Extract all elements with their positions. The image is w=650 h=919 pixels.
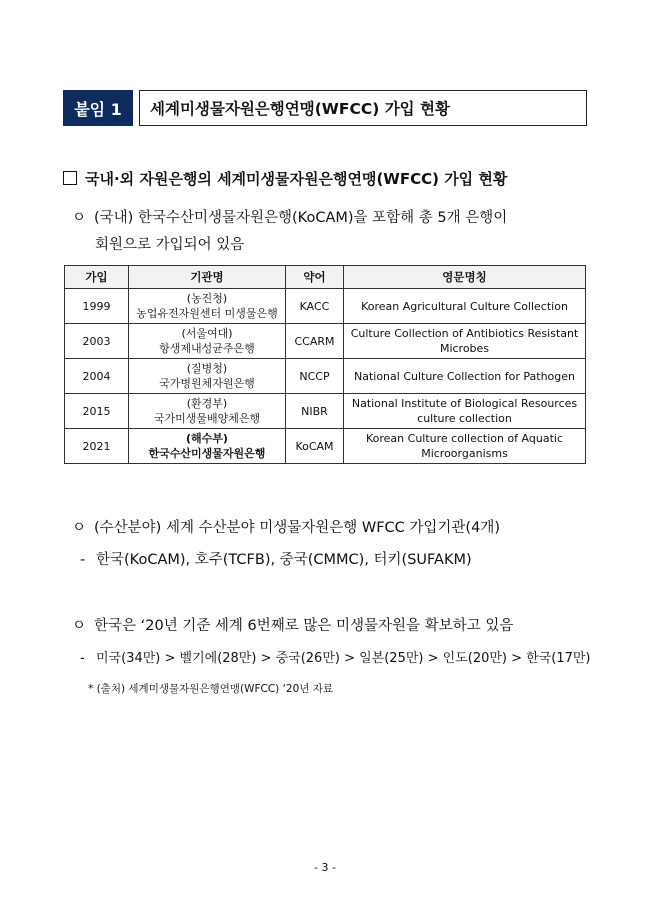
table-row: [65, 429, 586, 464]
table-row: [65, 289, 586, 324]
org-parent: (서울여대): [181, 327, 233, 340]
appendix-title-box: [63, 90, 587, 126]
page-number: - 3 -: [314, 861, 336, 874]
cell-english: Korean Agricultural Culture Collection: [344, 289, 586, 324]
cell-abbr: NCCP: [286, 359, 344, 394]
bullet-fisheries: [72, 516, 500, 537]
appendix-tag: 붙임 1: [63, 90, 133, 126]
cell-abbr: KoCAM: [286, 429, 344, 464]
org-parent: (질병청): [186, 362, 228, 375]
dash-mark: -: [80, 651, 85, 666]
table-row: [65, 324, 586, 359]
cell-year: 2021: [65, 429, 129, 464]
bullet-text: (국내) 한국수산미생물자원은행(KoCAM)을 포함해 총 5개 은행이: [94, 210, 508, 226]
org-parent: (해수부): [186, 432, 228, 445]
org-name: 농업유전자원센터 미생물은행: [136, 307, 278, 320]
checkbox-square-icon: [63, 171, 77, 185]
cell-org: [129, 289, 286, 324]
source-note: * (출처) 세계미생물자원은행연맹(WFCC) ‘20년 자료: [88, 683, 334, 695]
cell-org: [129, 324, 286, 359]
cell-year: 2015: [65, 394, 129, 429]
dash-text: 미국(34만) > 벨기에(28만) > 중국(26만) > 일본(25만) > 인도(20만) > 한국(17만): [96, 651, 591, 666]
dash-country-ranking: [80, 647, 591, 666]
dash-text: 한국(KoCAM), 호주(TCFB), 중국(CMMC), 터키(SUFAKM): [96, 552, 472, 568]
bullet-mark: ㅇ: [72, 618, 87, 634]
bullet-domestic: [72, 206, 507, 227]
cell-abbr: KACC: [286, 289, 344, 324]
header-org: 기관명: [129, 266, 286, 289]
org-name: 한국수산미생물자원은행: [148, 447, 266, 460]
table-header-row: [65, 266, 586, 289]
bullet-text: 한국은 ‘20년 기준 세계 6번째로 많은 미생물자원을 확보하고 있음: [94, 618, 514, 634]
bullet-korea-rank: [72, 614, 513, 635]
table-row: [65, 359, 586, 394]
dash-fisheries-members: [80, 548, 472, 569]
org-name: 국가미생물배양체은행: [153, 412, 261, 425]
cell-english: National Culture Collection for Pathogen: [344, 359, 586, 394]
header-abbr: 약어: [286, 266, 344, 289]
org-name: 항생제내성균주은행: [159, 342, 255, 355]
cell-year: 2004: [65, 359, 129, 394]
cell-org: [129, 394, 286, 429]
cell-english: National Institute of Biological Resources culture collection: [344, 394, 586, 429]
wfcc-member-table: [64, 265, 586, 464]
bullet-mark: ㅇ: [72, 520, 87, 536]
org-parent: (농진청): [186, 292, 228, 305]
bullet-text: (수산분야) 세계 수산분야 미생물자원은행 WFCC 가입기관(4개): [94, 520, 500, 536]
appendix-title: 세계미생물자원은행연맹(WFCC) 가입 현황: [139, 90, 587, 126]
section-heading: [63, 168, 507, 189]
cell-org: [129, 429, 286, 464]
cell-year: 2003: [65, 324, 129, 359]
cell-english: Korean Culture collection of Aquatic Microorganisms: [344, 429, 586, 464]
header-english: 영문명칭: [344, 266, 586, 289]
section-heading-text: 국내·외 자원은행의 세계미생물자원은행연맹(WFCC) 가입 현황: [85, 170, 508, 188]
org-name: 국가병원체자원은행: [159, 377, 255, 390]
table-row: [65, 394, 586, 429]
cell-org: [129, 359, 286, 394]
org-parent: (환경부): [186, 397, 228, 410]
cell-abbr: CCARM: [286, 324, 344, 359]
bullet-mark: ㅇ: [72, 210, 87, 226]
cell-abbr: NIBR: [286, 394, 344, 429]
cell-english: Culture Collection of Antibiotics Resistant Microbes: [344, 324, 586, 359]
dash-mark: -: [80, 552, 86, 568]
header-year: 가입: [65, 266, 129, 289]
cell-year: 1999: [65, 289, 129, 324]
bullet-domestic-continued: 회원으로 가입되어 있음: [95, 237, 245, 253]
